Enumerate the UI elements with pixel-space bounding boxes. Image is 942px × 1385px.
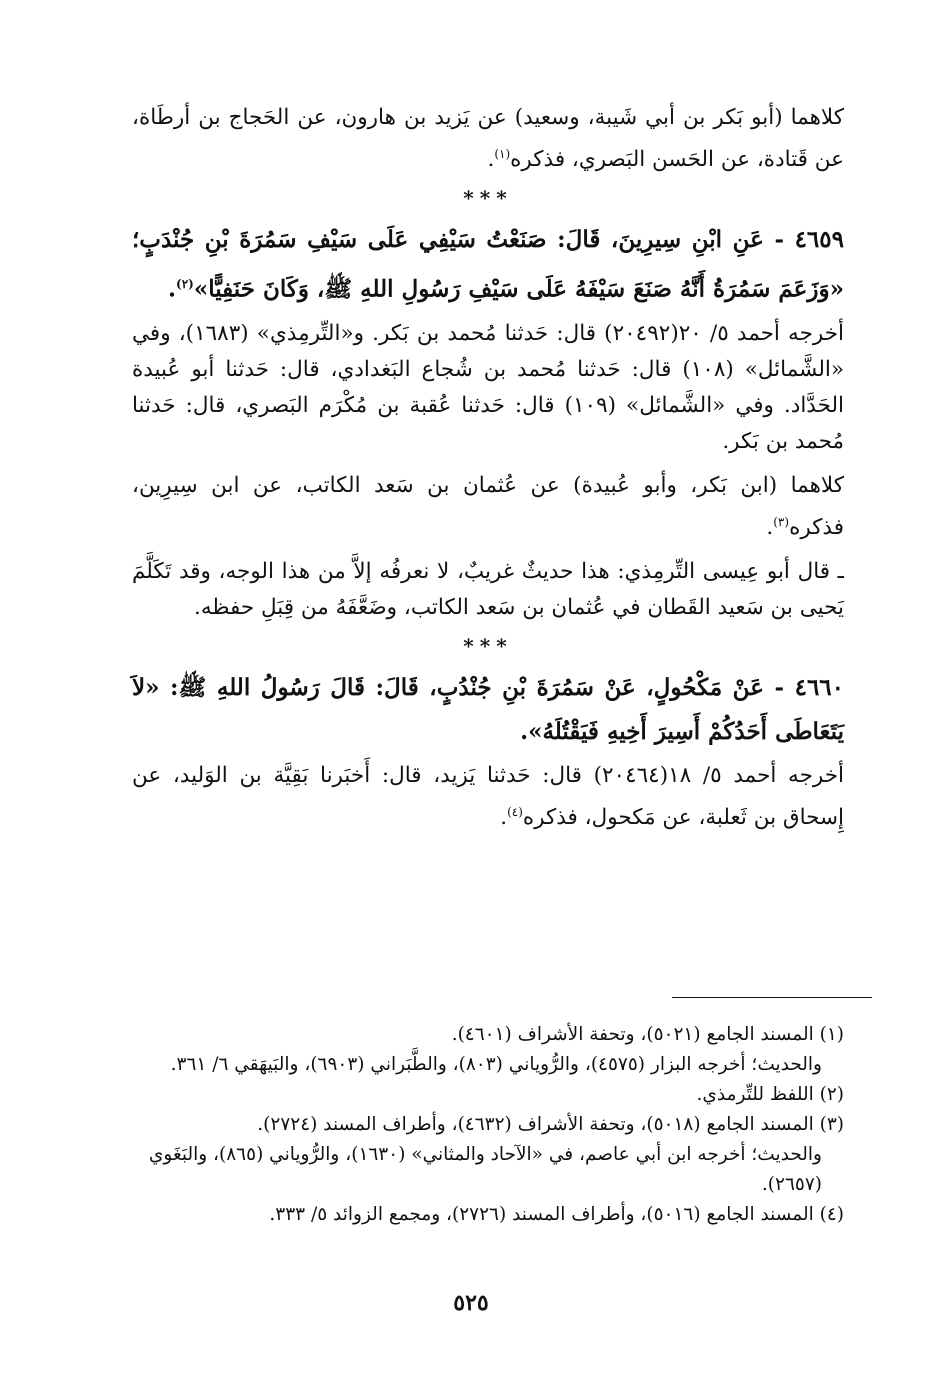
footnote-ref[interactable]: (١) bbox=[494, 147, 511, 161]
tirmidhi-comment: ـ قال أبو عِيسى التِّرمِذي: هذا حديثٌ غريبٌ، لا نعرفُه إلاَّ من هذا الوجه، وقد تَكَلَّمَ يَحيى بن سَعيد القَطان في عُثمان بن سَعد الكاتب، وضَعَّفَهُ من قِبَلِ حفظه. bbox=[132, 558, 844, 620]
footnote-1: (١) المسند الجامع (٥٠٢١)، وتحفة الأشراف (٤٦٠١). bbox=[451, 1024, 844, 1045]
footnote-ref[interactable]: (٣) bbox=[773, 514, 790, 529]
takhrij-4659: أخرجه أحمد ٥/ ٢٠(٢٠٤٩٢) قال: حَدثنا مُحمد بن بَكر. و«التِّرمِذي» (١٦٨٣)، وفي «الشَّمائل» (١٠٨) قال: حَدثنا مُحمد بن شُجاع البَغدادي، قال: حَدثنا أبو عُبيدة الحَدَّاد. وفي «الشَّمائل» (١٠٩) قال: حَدثنا عُقبة بن مُكْرَم البَصري، قال: حَدثنا مُحمد بن بَكر. bbox=[132, 320, 844, 454]
footnote-ref[interactable]: (٢) bbox=[176, 277, 194, 292]
separator: *** bbox=[463, 633, 513, 658]
paragraph-chain-1: كلاهما (أبو بَكر بن أبي شَيبة، وسعيد) عن يَزيد بن هارون، عن الحَجاج بن أرطَاة، عن قَتادة، عن الحَسن البَصري، فذكره$^{(١)}$. bbox=[132, 105, 844, 173]
footnote-ref[interactable]: (٤) bbox=[507, 804, 523, 819]
hadith-number: ٤٦٥٩ - bbox=[774, 226, 844, 254]
paragraph-text: كلاهما (أبو بَكر بن أبي شَيبة، وسعيد) عن يَزيد بن هارون، عن الحَجاج بن أرطَاة، عن قَتادة، عن الحَسن البَصري، فذكره bbox=[132, 105, 844, 173]
footnote-2: (٢) اللفظ للتِّرمذي. bbox=[696, 1084, 844, 1105]
hadith-text: عَنْ مَكْحُولٍ، عَنْ سَمُرَةَ بْنِ جُنْدُبٍ، قَالَ: قَالَ رَسُولُ اللهِ ﷺ: «لاَ يَتَعَاطَى أَحَدُكُمْ أَسِيرَ أَخِيهِ فَيَقْتُلَهُ». bbox=[132, 673, 844, 745]
takhrij-4660: أخرجه أحمد ٥/ ١٨(٢٠٤٦٤) قال: حَدثنا يَزيد، قال: أَخبَرنا بَقِيَّة بن الوَليد، عن إِسحاق بن ثَعلبة، عن مَكحول، فذكره$^{(٤)}$. bbox=[132, 762, 844, 831]
main-text bbox=[132, 100, 844, 844]
hadith-4659: ٤٦٥٩ - عَنِ ابْنِ سِيرِينَ، قَالَ: صَنَعْتُ سَيْفِي عَلَى سَيْفِ سَمُرَةَ بْنِ جُنْدَبٍ؛ «وَزَعَمَ سَمُرَةُ أَنَّهُ صَنَعَ سَيْفَهُ عَلَى سَيْفِ رَسُولِ اللهِ ﷺ، وَكَانَ حَنَفِيًّا»$^{(٢)}$. bbox=[132, 226, 844, 303]
footnote-4: (٤) المسند الجامع (٥٠١٦)، وأطراف المسند (٢٧٢٦)، ومجمع الزوائد ٥/ ٣٣٣. bbox=[269, 1204, 844, 1225]
footnote-3: (٣) المسند الجامع (٥٠١٨)، وتحفة الأشراف (٤٦٣٢)، وأطراف المسند (٢٧٢٤). bbox=[257, 1114, 844, 1135]
footnote-divider bbox=[672, 997, 872, 998]
chain-text: كلاهما (ابن بَكر، وأبو عُبيدة) عن عُثمان بن سَعد الكاتب، عن ابن سِيرِين، فذكره bbox=[132, 472, 844, 540]
takhrij-text: أخرجه أحمد ٥/ ١٨(٢٠٤٦٤) قال: حَدثنا يَزيد، قال: أَخبَرنا بَقِيَّة بن الوَليد، عن إِسحاق بن ثَعلبة، عن مَكحول، فذكره bbox=[132, 762, 844, 831]
footnote-1-continued: والحديث؛ أخرجه البزار (٤٥٧٥)، والرُّوياني (٨٠٣)، والطَّبَراني (٦٩٠٣)، والبَيهَقي ٦/ ٣٦١. bbox=[170, 1054, 822, 1075]
page-number: ٥٢٥ bbox=[453, 1290, 489, 1316]
hadith-number: ٤٦٦٠ - bbox=[774, 673, 845, 701]
hadith-4660 bbox=[132, 666, 844, 754]
footnote-3-continued: والحديث؛ أخرجه ابن أبي عاصم، في «الآحاد والمثاني» (١٦٣٠)، والرُّوياني (٨٦٥)، والبَغَوي (٢٦٥٧). bbox=[148, 1144, 822, 1195]
hadith-text: عَنِ ابْنِ سِيرِينَ، قَالَ: صَنَعْتُ سَيْفِي عَلَى سَيْفِ سَمُرَةَ بْنِ جُنْدَبٍ؛ «وَزَعَمَ سَمُرَةُ أَنَّهُ صَنَعَ سَيْفَهُ عَلَى سَيْفِ رَسُولِ اللهِ ﷺ، وَكَانَ حَنَفِيًّا» bbox=[132, 226, 844, 303]
chain-4659: كلاهما (ابن بَكر، وأبو عُبيدة) عن عُثمان بن سَعد الكاتب، عن ابن سِيرِين، فذكره$^{(٣)}$. bbox=[132, 472, 844, 540]
footnotes bbox=[132, 1020, 844, 1230]
separator: *** bbox=[463, 186, 513, 211]
